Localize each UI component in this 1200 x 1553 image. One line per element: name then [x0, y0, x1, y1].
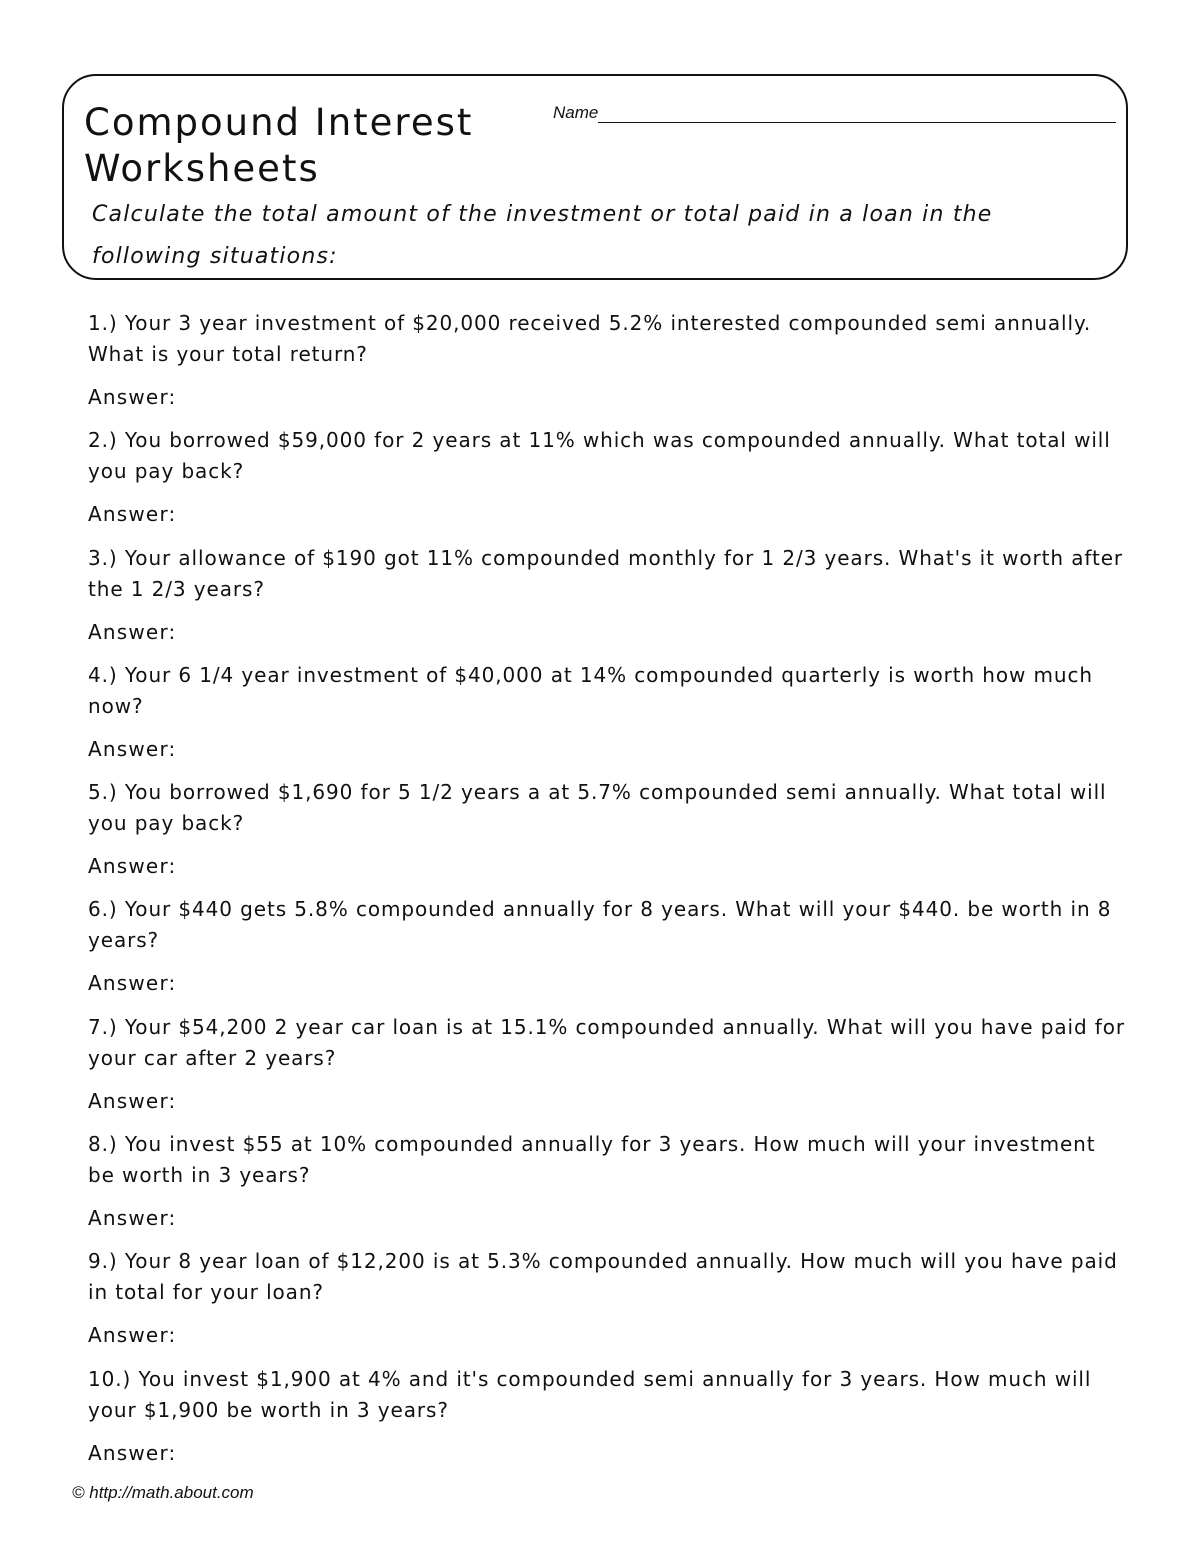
- answer-label: Answer:: [88, 971, 177, 996]
- question-item: [88, 660, 1128, 777]
- answer-label: Answer:: [88, 1088, 177, 1113]
- question-text: 2.) You borrowed $59,000 for 2 years at 11% which was compounded annually. What total will you pay back?: [88, 428, 1111, 484]
- question-text: 7.) Your $54,200 2 year car loan is at 15.1% compounded annually. What will you have paid for your car after 2 years?: [88, 1014, 1126, 1070]
- question-text: 9.) Your 8 year loan of $12,200 is at 5.3% compounded annually. How much will you have paid in total for your loan?: [88, 1249, 1118, 1305]
- answer-label: Answer:: [88, 736, 177, 761]
- question-item: [88, 1364, 1128, 1481]
- instructions: Calculate the total amount of the investment or total paid in a loan in the following situations:: [92, 202, 993, 269]
- question-text: 3.) Your allowance of $190 got 11% compounded monthly for 1 2/3 years. What's it worth after the 1 2/3 years?: [88, 545, 1124, 601]
- answer-label: Answer:: [88, 854, 177, 879]
- answer-label: Answer:: [88, 619, 177, 644]
- question-item: [88, 425, 1128, 542]
- question-item: [88, 543, 1128, 660]
- name-label: Name: [553, 103, 599, 122]
- worksheet-title: [84, 100, 473, 192]
- answer-label: Answer:: [88, 1323, 177, 1348]
- question-list: [88, 308, 1128, 1481]
- question-text: 6.) Your $440 gets 5.8% compounded annually for 8 years. What will your $440. be worth in 8 years?: [88, 897, 1112, 953]
- answer-label: Answer:: [88, 502, 177, 527]
- question-text: 5.) You borrowed $1,690 for 5 1/2 years a at 5.7% compounded semi annually. What total will you pay back?: [88, 780, 1107, 836]
- question-item: [88, 777, 1128, 894]
- copyright-notice: © http://math.about.com: [72, 1483, 254, 1502]
- question-item: [88, 894, 1128, 1011]
- question-item: [88, 308, 1128, 425]
- answer-label: Answer:: [88, 1206, 177, 1231]
- name-field-line[interactable]: [598, 122, 1116, 123]
- title-line-1: Compound Interest: [84, 101, 474, 144]
- question-text: 4.) Your 6 1/4 year investment of $40,000 at 14% compounded quarterly is worth how much now?: [88, 662, 1093, 718]
- title-line-2: Worksheets: [84, 147, 320, 190]
- answer-label: Answer:: [88, 1440, 177, 1465]
- question-item: [88, 1012, 1128, 1129]
- question-item: [88, 1246, 1128, 1363]
- question-text: 8.) You invest $55 at 10% compounded annually for 3 years. How much will your investment be worth in 3 years?: [88, 1132, 1096, 1188]
- question-text: 10.) You invest $1,900 at 4% and it's compounded semi annually for 3 years. How much will your $1,900 be worth in 3 years?: [88, 1366, 1092, 1422]
- question-text: 1.) Your 3 year investment of $20,000 received 5.2% interested compounded semi annually. What is your total return?: [88, 311, 1092, 366]
- answer-label: Answer:: [88, 385, 177, 409]
- question-item: [88, 1129, 1128, 1246]
